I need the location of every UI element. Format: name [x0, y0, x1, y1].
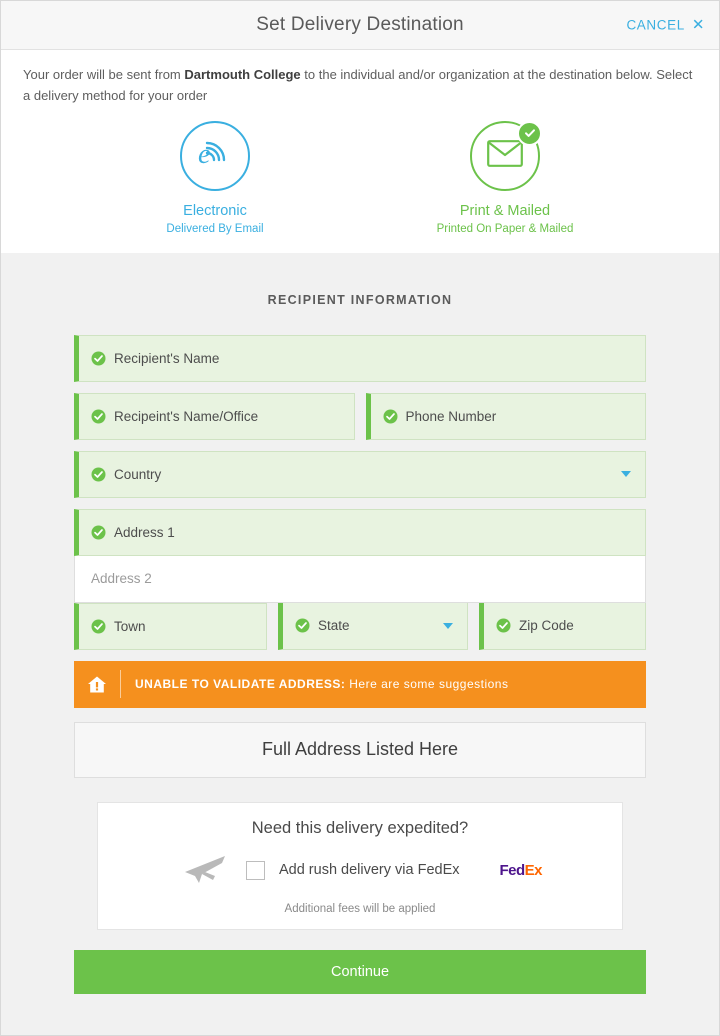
intro-before: Your order will be sent from: [23, 67, 185, 82]
check-circle-icon: [91, 467, 106, 482]
check-circle-icon: [91, 351, 106, 366]
phone-number-input[interactable]: [366, 393, 647, 440]
chevron-down-icon[interactable]: [621, 471, 631, 477]
address-suggestion-option[interactable]: [74, 722, 646, 778]
row-town-state-zip: [74, 603, 646, 650]
svg-text:e: e: [198, 139, 211, 169]
expedite-card: [97, 802, 623, 930]
fedex-logo: [500, 862, 543, 879]
expedite-row: [98, 848, 622, 899]
intro-institution: Dartmouth College: [184, 67, 301, 82]
state-select[interactable]: [278, 603, 468, 650]
airplane-icon: [178, 850, 232, 891]
state-label: State: [318, 618, 350, 634]
zip-code-label: Zip Code: [519, 618, 574, 634]
recipient-name-label: Recipient's Name: [114, 350, 220, 366]
delivery-method-electronic[interactable]: [125, 121, 305, 235]
chevron-down-icon[interactable]: [443, 623, 453, 629]
fedex-fed: Fed: [499, 861, 525, 879]
address2-placeholder: Address 2: [91, 571, 152, 587]
print-mailed-label: Print & Mailed: [459, 202, 551, 219]
recipient-panel: [1, 253, 719, 1036]
rush-delivery-label: Add rush delivery via FedEx: [278, 862, 460, 879]
check-icon: [517, 121, 542, 146]
electronic-icon-circle: [180, 121, 250, 191]
delivery-method-chooser: [1, 113, 719, 253]
address1-input[interactable]: [74, 509, 646, 556]
section-title: RECIPIENT INFORMATION: [267, 292, 453, 307]
continue-button[interactable]: [74, 950, 646, 994]
address-validation-alert: [74, 661, 646, 708]
row-recipient-name: [74, 335, 646, 382]
check-circle-icon: [91, 409, 106, 424]
close-icon[interactable]: ✕: [691, 16, 705, 34]
cancel-button[interactable]: [626, 18, 705, 33]
address2-input[interactable]: [74, 556, 646, 603]
check-circle-icon: [496, 618, 511, 633]
rush-delivery-checkbox[interactable]: [246, 861, 265, 880]
envelope-icon: [487, 140, 523, 172]
row-office-phone: [74, 393, 646, 440]
alert-detail: Here are some suggestions: [345, 677, 509, 692]
check-circle-icon: [295, 618, 310, 633]
town-input[interactable]: [74, 603, 267, 650]
recipient-office-input[interactable]: [74, 393, 355, 440]
town-label: Town: [114, 618, 146, 634]
country-select[interactable]: [74, 451, 646, 498]
page-title: Set Delivery Destination: [256, 14, 464, 35]
recipient-office-label: Recipeint's Name/Office: [114, 408, 259, 424]
address1-label: Address 1: [114, 524, 175, 540]
alert-divider: [120, 670, 121, 698]
expedite-heading: Need this delivery expedited?: [251, 818, 469, 837]
zip-code-input[interactable]: [479, 603, 646, 650]
electronic-label: Electronic: [183, 202, 247, 219]
cancel-label: CANCEL: [626, 17, 685, 33]
rss-email-icon: [198, 138, 232, 173]
recipient-name-input[interactable]: [74, 335, 646, 382]
continue-label: Continue: [330, 963, 390, 980]
home-alert-icon: [74, 675, 120, 694]
fedex-ex: Ex: [524, 861, 543, 879]
expedite-note: Additional fees will be applied: [284, 902, 436, 915]
intro-after: to the individual and/or organization at the destination below. Select a delivery method for your order: [23, 67, 693, 104]
row-country: [74, 451, 646, 498]
delivery-method-print-mailed[interactable]: [415, 121, 595, 235]
check-circle-icon: [91, 619, 106, 634]
electronic-sublabel: Delivered By Email: [166, 222, 264, 235]
check-circle-icon: [91, 525, 106, 540]
check-circle-icon: [383, 409, 398, 424]
modal-header: [1, 1, 719, 50]
address-block: [74, 509, 646, 650]
print-mailed-sublabel: Printed On Paper & Mailed: [436, 222, 574, 235]
alert-text: [135, 677, 508, 691]
address-suggestion-label: Full Address Listed Here: [261, 739, 459, 760]
phone-number-label: Phone Number: [405, 408, 497, 424]
recipient-form: [74, 335, 646, 778]
intro-text: [1, 50, 719, 113]
print-mailed-icon-circle: [470, 121, 540, 191]
alert-strong: UNABLE TO VALIDATE ADDRESS:: [135, 677, 346, 692]
country-label: Country: [114, 466, 162, 482]
